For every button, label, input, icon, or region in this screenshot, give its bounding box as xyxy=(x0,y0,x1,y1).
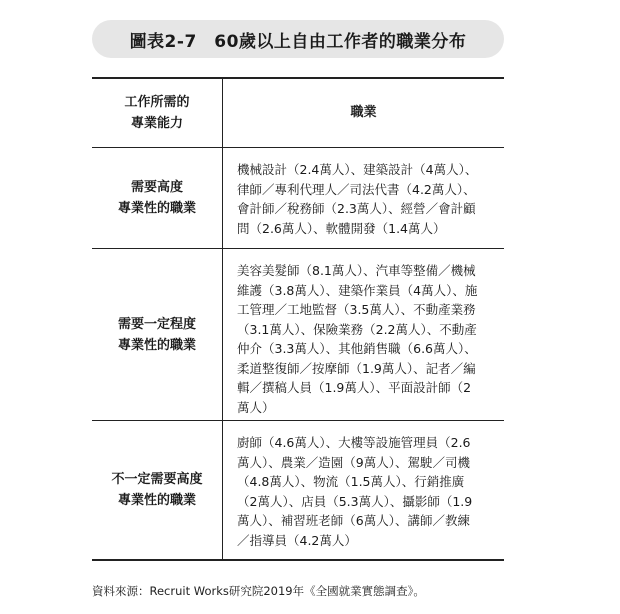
table-row xyxy=(92,421,504,559)
table-row xyxy=(92,148,504,249)
row-ability: 不一定需要高度 專業性的職業 xyxy=(92,421,223,559)
header-occupation: 職業 xyxy=(350,105,377,121)
header-ability: 工作所需的 專業能力 xyxy=(92,79,223,147)
row-occupations: 廚師（4.6萬人）、大樓等設施管理員（2.6 萬人）、農業／造園（9萬人）、駕駛／司機 （4.8萬人）、物流（1.5萬人）、行銷推廣 （2萬人）、店員（5.3萬人）、攝影師（1.9 萬人）、補習班老師（6萬人）、講師／教練 ／指導員（4.2萬人） xyxy=(237,435,473,548)
occupation-table xyxy=(92,77,504,561)
row-occupations: 機械設計（2.4萬人）、建築設計（4萬人）、 律師／專利代理人／司法代書（4.2萬人）、 會計師／稅務師（2.3萬人）、經營／會計顧 問（2.6萬人）、軟體開發（1.4萬人） xyxy=(237,162,478,236)
table-row xyxy=(92,249,504,421)
figure-title: 圖表2-7 60歲以上自由工作者的職業分布 xyxy=(92,20,504,58)
source-note: 資料來源：Recruit Works研究院2019年《全國就業實態調查》。 xyxy=(92,584,425,598)
table-header-row xyxy=(92,79,504,148)
row-ability: 需要一定程度 專業性的職業 xyxy=(92,249,223,420)
row-ability: 需要高度 專業性的職業 xyxy=(92,148,223,248)
row-occupations: 美容美髮師（8.1萬人）、汽車等整備／機械 維護（3.8萬人）、建築作業員（4萬人）、施 工管理／工地監督（3.5萬人）、不動產業務 （3.1萬人）、保險業務（2.2萬人）、不動產 仲介（3.3萬人）、其他銷售職（6.6萬人）、 柔道整復師／按摩師（1.9萬人）、記者／編 輯／撰稿人員（1.9萬人）、平面設計師（2 萬人） xyxy=(237,263,478,415)
